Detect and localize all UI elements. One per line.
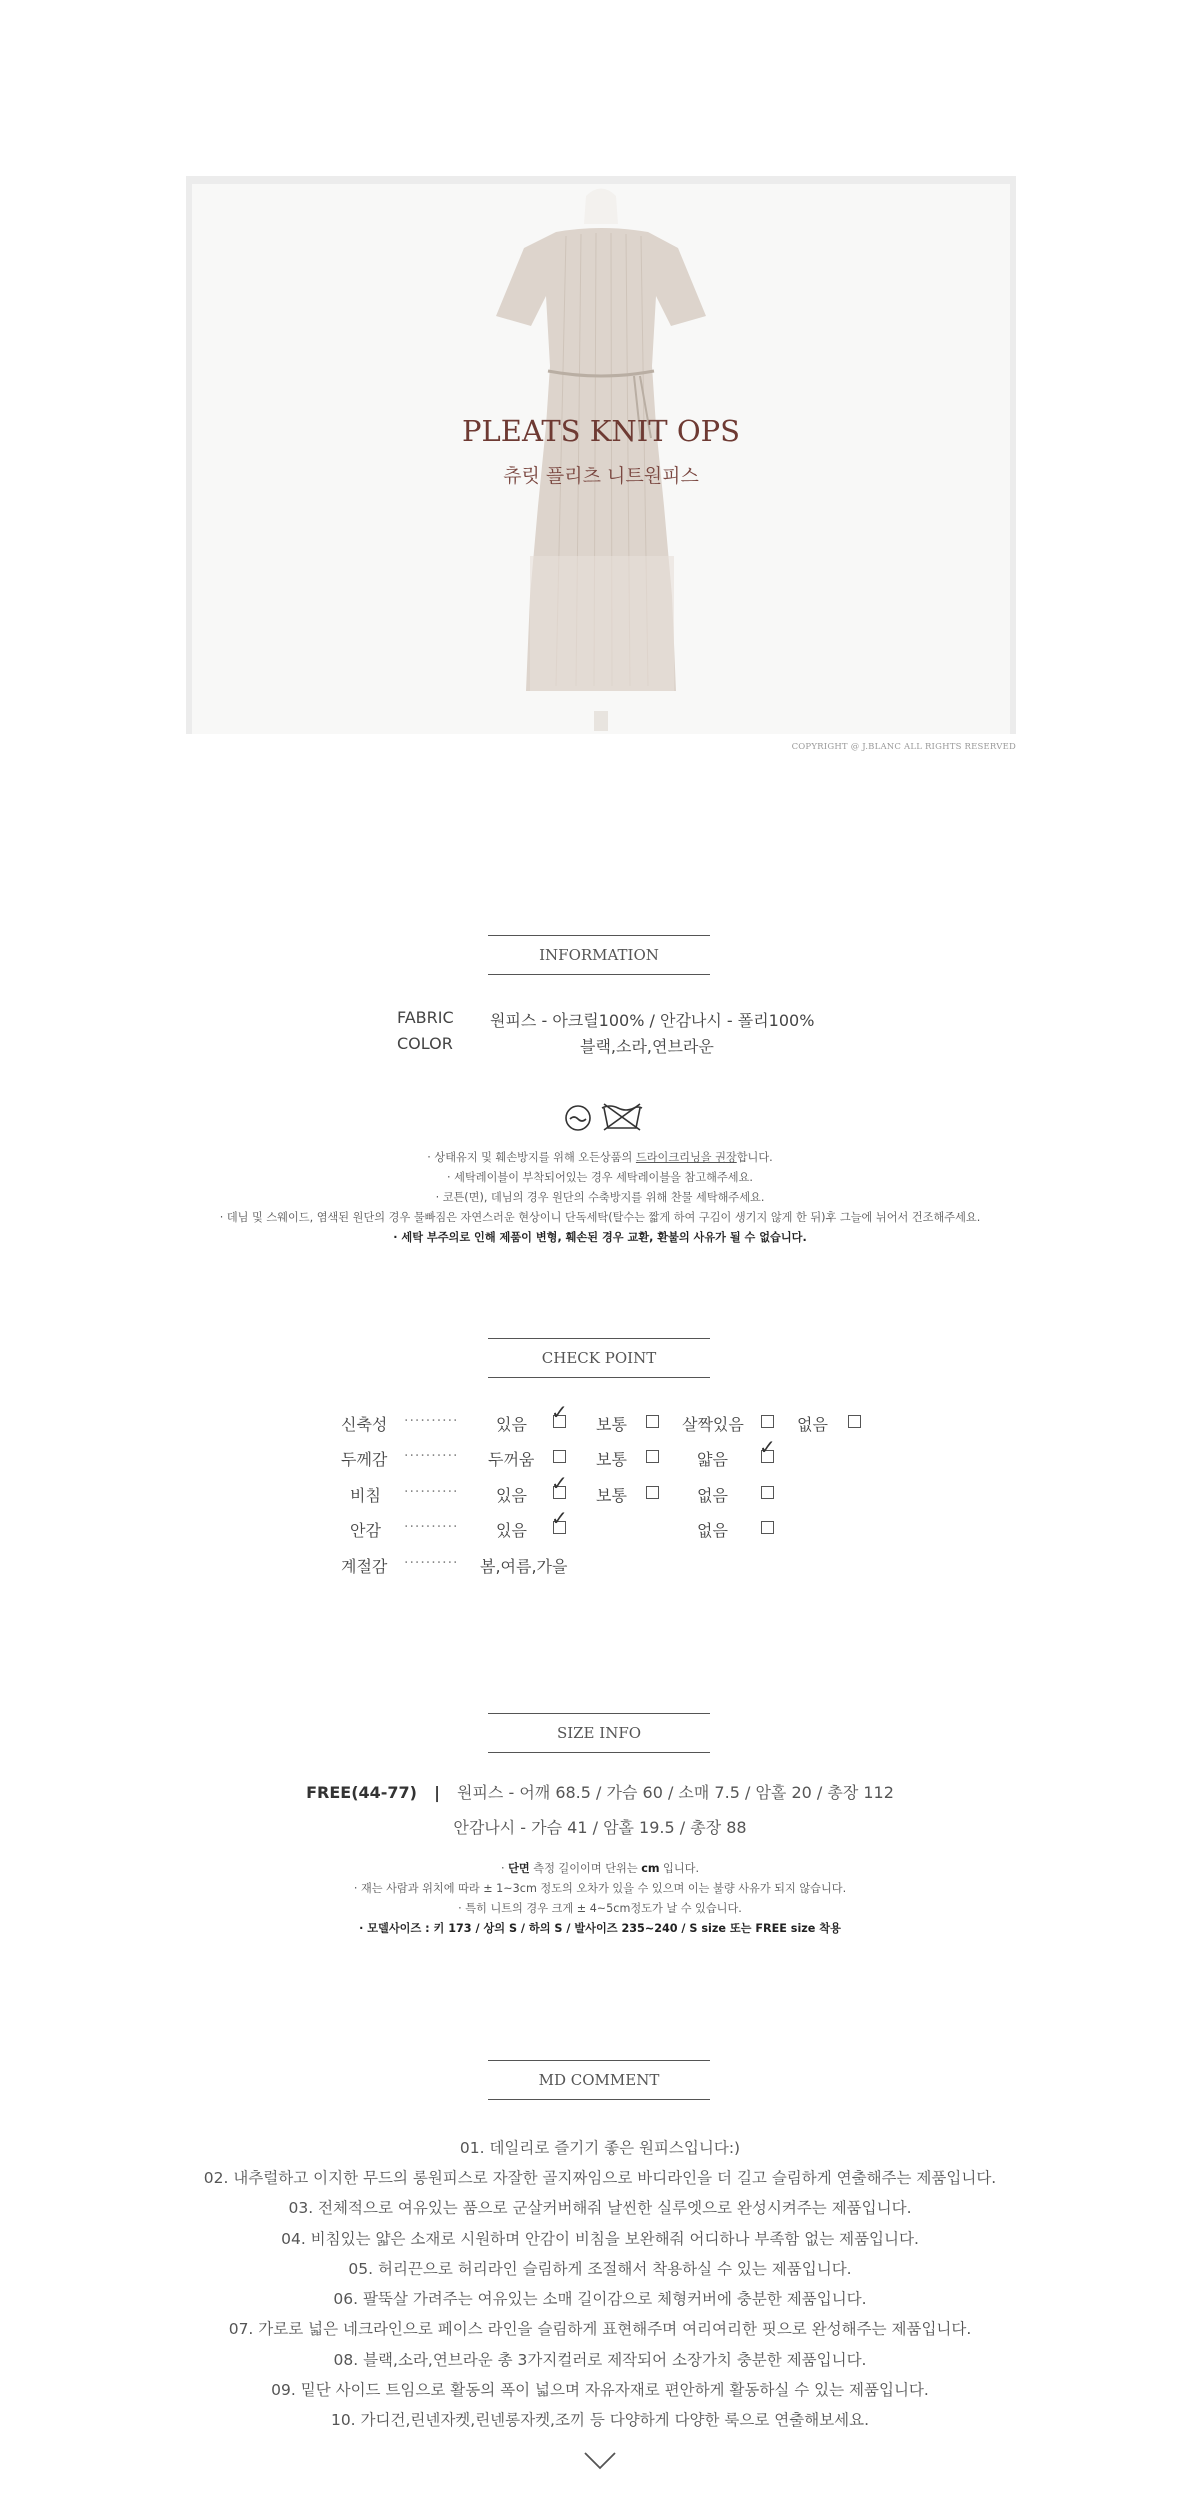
checkpoint-label-lining: 안감 xyxy=(350,1521,381,1540)
care-note: · 코튼(면), 데님의 경우 원단의 수축방지를 위해 찬물 세탁해주세요. xyxy=(435,1191,765,1204)
option-label: 보통 xyxy=(596,1450,627,1469)
checkpoint-label-thickness: 두께감 xyxy=(341,1450,388,1469)
dots: ·········· xyxy=(404,1519,459,1535)
checkbox xyxy=(646,1415,659,1428)
slip-measurements: 안감나시 - 가슴 41 / 암홀 19.5 / 총장 88 xyxy=(453,1818,747,1837)
model-size-note: · 모델사이즈 : 키 173 / 상의 S / 하의 S / 발사이즈 235~240 / S size 또는 FREE size 착용 xyxy=(359,1922,841,1935)
option-label: 있음 xyxy=(496,1415,527,1434)
hero-title: PLEATS KNIT OPS xyxy=(462,414,740,448)
option-label: 보통 xyxy=(596,1415,627,1434)
dots: ·········· xyxy=(404,1484,459,1500)
md-comment-line: 10. 가디건,린넨자켓,린넨롱자켓,조끼 등 다양하게 다양한 룩으로 연출해보세요. xyxy=(330,2411,870,2429)
dots: ·········· xyxy=(404,1555,459,1571)
checkpoint-label-sheer: 비침 xyxy=(350,1486,381,1505)
option-label: 두꺼움 xyxy=(488,1450,535,1469)
information-header: INFORMATION xyxy=(488,935,710,975)
md-comment-line: 02. 내추럴하고 이지한 무드의 롱원피스로 자잘한 골지짜임으로 바디라인을 더 길고 슬림하게 연출해주는 제품입니다. xyxy=(203,2169,997,2187)
md-comment-line: 06. 팔뚝살 가려주는 여유있는 소매 길이감으로 체형커버에 충분한 제품입니다. xyxy=(333,2290,867,2308)
md-comment-line: 07. 가로로 넓은 네크라인으로 페이스 라인을 슬림하게 표현해주며 여리여리한 핏으로 완성해주는 제품입니다. xyxy=(228,2320,972,2338)
option-label: 없음 xyxy=(797,1415,828,1434)
chevron-down-icon xyxy=(583,2450,617,2472)
md-comment-header: MD COMMENT xyxy=(488,2060,710,2100)
size-info-header: SIZE INFO xyxy=(488,1713,710,1753)
dress-measurements: 원피스 - 어깨 68.5 / 가슴 60 / 소매 7.5 / 암홀 20 / 총장 112 xyxy=(457,1783,894,1802)
checkbox xyxy=(761,1415,774,1428)
checkbox xyxy=(848,1415,861,1428)
dots: ·········· xyxy=(404,1413,459,1429)
option-label: 없음 xyxy=(697,1521,728,1540)
hero-subtitle: 츄릿 플리츠 니트원피스 xyxy=(503,465,699,487)
care-note: · 상태유지 및 훼손방지를 위해 오든상품의 드라이크리닝을 권장합니다. xyxy=(427,1151,773,1164)
checkmark-icon: ✓ xyxy=(551,1506,568,1530)
separator: | xyxy=(434,1783,440,1802)
no-wash-icon xyxy=(600,1102,644,1132)
copyright-text: COPYRIGHT @ J.BLANC ALL RIGHTS RESERVED xyxy=(791,742,1016,752)
md-comment-line: 03. 전체적으로 여유있는 품으로 군살커버해줘 날씬한 실루엣으로 완성시켜주는 제품입니다. xyxy=(288,2199,912,2217)
checkmark-icon: ✓ xyxy=(551,1400,568,1424)
checkpoint-header: CHECK POINT xyxy=(488,1338,710,1378)
checkbox xyxy=(646,1486,659,1499)
md-comment-line: 01. 데일리로 즐기기 좋은 원피스입니다:) xyxy=(459,2139,741,2157)
fabric-value: 원피스 - 아크릴100% / 안감나시 - 폴리100% xyxy=(490,1011,815,1030)
hand-wash-icon xyxy=(562,1104,594,1132)
option-label: 있음 xyxy=(496,1486,527,1505)
option-label: 보통 xyxy=(596,1486,627,1505)
md-comment-line: 05. 허리끈으로 허리라인 슬림하게 조절해서 착용하실 수 있는 제품입니다. xyxy=(348,2260,852,2278)
checkbox xyxy=(761,1521,774,1534)
color-label: COLOR xyxy=(397,1034,453,1053)
md-comment-line: 09. 밑단 사이드 트임으로 활동의 폭이 넓으며 자유자재로 편안하게 활동하실 수 있는 제품입니다. xyxy=(271,2381,929,2399)
md-comment-line: 08. 블랙,소라,연브라운 총 3가지컬러로 제작되어 소장가치 충분한 제품입니다. xyxy=(333,2351,867,2369)
checkpoint-label-stretch: 신축성 xyxy=(341,1415,388,1434)
dots: ·········· xyxy=(404,1448,459,1464)
option-label: 없음 xyxy=(697,1486,728,1505)
color-value: 블랙,소라,연브라운 xyxy=(580,1037,714,1056)
option-label: 얇음 xyxy=(697,1450,728,1469)
size-note: · 재는 사람과 위치에 따라 ± 1~3cm 정도의 오차가 있을 수 있으며 이는 불량 사유가 되지 않습니다. xyxy=(353,1882,847,1895)
checkpoint-label-season: 계절감 xyxy=(341,1557,388,1576)
checkbox xyxy=(761,1486,774,1499)
size-line-dress xyxy=(0,1780,1200,1803)
size-note: · 특히 니트의 경우 크게 ± 4~5cm정도가 날 수 있습니다. xyxy=(458,1902,742,1915)
checkmark-icon: ✓ xyxy=(551,1471,568,1495)
size-label: FREE(44-77) xyxy=(306,1783,417,1802)
size-notes xyxy=(200,1859,1000,1939)
checkbox xyxy=(553,1450,566,1463)
checkmark-icon: ✓ xyxy=(759,1435,776,1459)
fabric-label: FABRIC xyxy=(397,1008,454,1027)
option-label: 살짝있음 xyxy=(682,1415,744,1434)
care-warning: · 세탁 부주의로 인해 제품이 변형, 훼손된 경우 교환, 환불의 사유가 될 수 없습니다. xyxy=(393,1231,807,1244)
option-label: 있음 xyxy=(496,1521,527,1540)
product-photo xyxy=(186,176,1016,734)
size-note: · 단면 측정 길이이며 단위는 cm 입니다. xyxy=(500,1862,700,1875)
care-notes xyxy=(150,1148,1050,1248)
care-note: · 세탁레이블이 부착되어있는 경우 세탁레이블을 참고해주세요. xyxy=(447,1171,753,1184)
md-comment-line: 04. 비침있는 얇은 소재로 시원하며 안감이 비침을 보완해줘 어디하나 부족함 없는 제품입니다. xyxy=(281,2230,919,2248)
season-value: 봄,여름,가을 xyxy=(480,1557,568,1576)
checkbox xyxy=(646,1450,659,1463)
care-note: · 데님 및 스웨이드, 염색된 원단의 경우 물빠짐은 자연스러운 현상이니 단독세탁(탈수는 짧게 하여 구김이 생기지 않게 한 뒤)후 그늘에 뉘어서 건조해주세요. xyxy=(219,1211,981,1224)
hero-banner xyxy=(186,176,1016,734)
